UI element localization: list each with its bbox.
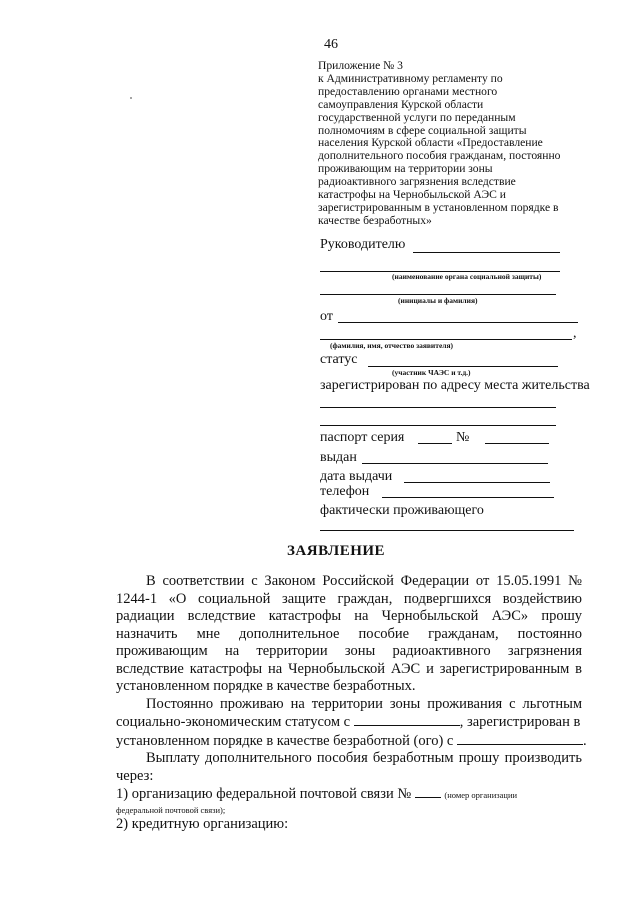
applicant-line[interactable] xyxy=(320,339,572,340)
appendix-line: самоуправления Курской области xyxy=(318,97,484,111)
passport-number-sign: № xyxy=(456,430,470,445)
passport-label: паспорт серия xyxy=(320,430,405,445)
issued-label: выдан xyxy=(320,450,357,465)
appendix-line: государственной услуги по переданным xyxy=(318,110,516,124)
body-line xyxy=(116,732,587,751)
phone-line[interactable] xyxy=(382,497,554,498)
registered-text: , зарегистрирован в xyxy=(459,714,581,730)
period: . xyxy=(582,732,587,749)
actual-residence-line[interactable] xyxy=(320,530,574,531)
status-since-label: социально-экономическим статусом с xyxy=(116,714,351,730)
payment-option-1 xyxy=(116,785,582,805)
appendix-line: проживающим на территории зоны xyxy=(318,162,493,176)
status-label: статус xyxy=(320,352,358,367)
status-caption: (участник ЧАЭС и т.д.) xyxy=(392,368,471,377)
postal-number-field[interactable] xyxy=(415,785,441,798)
body-line: установленном порядке в качестве безработных. xyxy=(116,678,416,694)
appendix-line: Приложение № 3 xyxy=(318,59,403,72)
appendix-line: полномочиям в сфере социальной защиты xyxy=(318,123,527,137)
body-line: Выплату дополнительного пособия безработным прошу производить xyxy=(146,750,582,766)
actual-residence-label: фактически проживающего xyxy=(320,503,484,518)
passport-series-line[interactable] xyxy=(418,443,452,444)
applicant-caption: (фамилия, имя, отчество заявителя) xyxy=(330,341,454,350)
issue-date-line[interactable] xyxy=(404,482,550,483)
body-line: проживающим на территории зоны радиоактивного загрязнения xyxy=(116,643,582,659)
statement-body xyxy=(116,573,587,833)
body-line: 1244-1 «О социальной защите граждан, подвергшихся воздействию xyxy=(116,590,582,607)
head-label: Руководителю xyxy=(320,237,406,252)
org-caption: (наименование органа социальной защиты) xyxy=(392,272,542,281)
body-line: назначить мне дополнительное пособие гражданам, постоянно xyxy=(116,625,582,642)
document-title: ЗАЯВЛЕНИЕ xyxy=(287,543,386,559)
passport-number-line[interactable] xyxy=(485,443,549,444)
page-number: 46 xyxy=(324,37,338,52)
body-line: радиации вследствие катастрофы на Чернобыльской АЭС» прошу xyxy=(116,608,582,624)
address-line-2[interactable] xyxy=(320,425,556,426)
appendix-line: качестве безработных» xyxy=(318,213,432,227)
appendix-line: населения Курской области «Предоставление xyxy=(318,136,543,150)
from-line[interactable] xyxy=(338,322,578,323)
postal-number-caption: (номер организации xyxy=(444,790,518,800)
appendix-line: катастрофы на Чернобыльской АЭС и xyxy=(318,188,506,202)
scan-speck xyxy=(130,97,132,99)
issue-date-label: дата выдачи xyxy=(320,469,393,484)
applicant-comma: , xyxy=(573,326,577,341)
appendix-line: предоставлению органами местного xyxy=(318,84,498,98)
unemployed-since-date-field[interactable] xyxy=(457,732,583,745)
postal-option-label: 1) организацию федеральной почтовой связи № xyxy=(116,786,412,802)
payment-option-2: 2) кредитную организацию: xyxy=(116,815,289,832)
body-line: через: xyxy=(116,767,154,784)
appendix-line: дополнительного пособия гражданам, постоянно xyxy=(318,149,561,163)
address-line-1[interactable] xyxy=(320,407,556,408)
issued-line[interactable] xyxy=(362,463,548,464)
appendix-line: к Административному регламенту по xyxy=(318,71,503,85)
phone-label: телефон xyxy=(320,484,370,499)
initials-caption: (инициалы и фамилия) xyxy=(398,296,478,305)
body-line: В соответствии с Законом Российской Федерации от 15.05.1991 № xyxy=(146,573,582,589)
appendix-line: зарегистрированным в установленном порядке в xyxy=(318,200,559,214)
initials-line[interactable] xyxy=(320,294,556,295)
unemployed-since-label: установленном порядке в качестве безработной (ого) с xyxy=(116,732,454,749)
body-line: вследствие катастрофы на Чернобыльской АЭС и зарегистрированным в xyxy=(116,660,582,677)
postal-caption-cont: федеральной почтовой связи); xyxy=(116,804,226,815)
appendix-line: радиоактивного загрязнения вследствие xyxy=(318,175,516,189)
body-line: Постоянно проживаю на территории зоны проживания с льготным xyxy=(146,695,582,712)
head-org-line[interactable] xyxy=(413,252,560,253)
from-label: от xyxy=(320,309,333,324)
status-since-date-field[interactable] xyxy=(354,713,460,726)
appendix-header xyxy=(318,60,618,228)
status-line[interactable] xyxy=(368,366,558,367)
body-line xyxy=(116,713,582,732)
registered-label: зарегистрирован по адресу места жительства xyxy=(320,378,590,393)
